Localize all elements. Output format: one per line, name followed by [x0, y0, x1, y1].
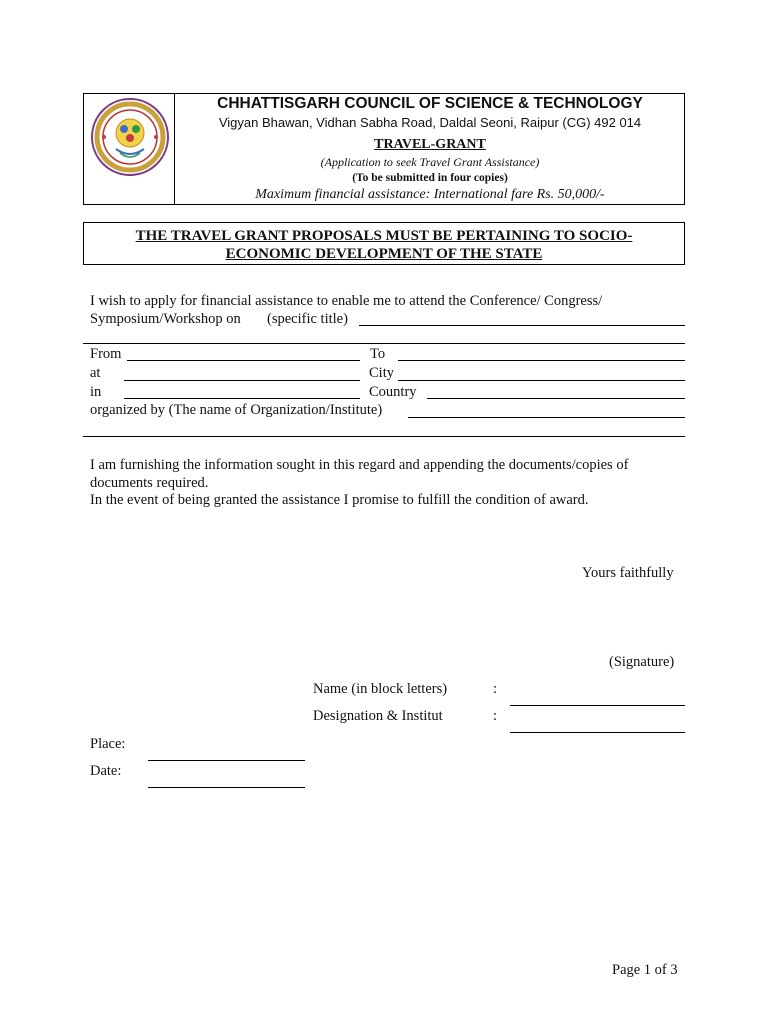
divider-top: [83, 343, 685, 344]
signature-label: (Signature): [609, 654, 675, 670]
from-field[interactable]: [127, 360, 360, 361]
copies-note: (To be submitted in four copies): [352, 172, 508, 184]
declaration-line-3: In the event of being granted the assistance I promise to fulfill the condition of award.: [90, 492, 589, 508]
city-label: City: [369, 365, 394, 381]
designation-label: Designation & Institut: [313, 708, 443, 724]
designation-colon: :: [493, 708, 498, 724]
place-field[interactable]: [148, 760, 305, 761]
org-name: CHHATTISGARH COUNCIL OF SCIENCE & TECHNOLOGY: [217, 95, 643, 112]
declaration-line-1: I am furnishing the information sought in this regard and appending the documents/copies of: [90, 457, 629, 473]
council-seal-icon: [90, 97, 170, 177]
page-indicator: Page 1 of 3: [612, 962, 678, 978]
in-field[interactable]: [124, 398, 360, 399]
at-field[interactable]: [124, 380, 360, 381]
logo-cell: [83, 93, 175, 205]
intro-line-2: Symposium/Workshop on: [90, 311, 241, 327]
to-field[interactable]: [398, 360, 685, 361]
designation-field[interactable]: [510, 732, 685, 733]
date-label: Date:: [90, 763, 122, 779]
in-label: in: [90, 384, 102, 400]
organized-by-field[interactable]: [408, 417, 685, 418]
form-subtitle-text: Application to seek Travel Grant Assistance: [324, 155, 536, 169]
specific-title-label: (specific title): [267, 311, 348, 327]
country-label: Country: [369, 384, 417, 400]
name-colon: :: [493, 681, 498, 697]
to-label: To: [370, 346, 386, 362]
declaration-line-2: documents required.: [90, 475, 209, 491]
place-label: Place:: [90, 736, 126, 752]
divider-bottom: [83, 436, 685, 437]
form-title: TRAVEL-GRANT: [374, 137, 486, 152]
name-label: Name (in block letters): [313, 681, 448, 697]
notice-line-1: THE TRAVEL GRANT PROPOSALS MUST BE PERTAINING TO SOCIO-: [135, 228, 633, 244]
city-field[interactable]: [398, 380, 685, 381]
date-field[interactable]: [148, 787, 305, 788]
country-field[interactable]: [427, 398, 685, 399]
form-subtitle: (Application to seek Travel Grant Assistance): [320, 155, 540, 169]
name-field[interactable]: [510, 705, 685, 706]
max-assistance: Maximum financial assistance: International fare Rs. 50,000/-: [255, 187, 605, 202]
intro-line-1: I wish to apply for financial assistance to enable me to attend the Conference/ Congress/: [90, 293, 603, 309]
specific-title-field[interactable]: [359, 325, 685, 326]
notice-line-2: ECONOMIC DEVELOPMENT OF THE STATE: [225, 246, 543, 262]
organized-by-label: organized by (The name of Organization/Institute): [90, 402, 383, 418]
at-label: at: [90, 365, 101, 381]
yours-faithfully: Yours faithfully: [582, 565, 674, 581]
org-address: Vigyan Bhawan, Vidhan Sabha Road, Daldal Seoni, Raipur (CG) 492 014: [218, 115, 642, 130]
from-label: From: [90, 346, 122, 362]
notice-box: [83, 222, 685, 265]
